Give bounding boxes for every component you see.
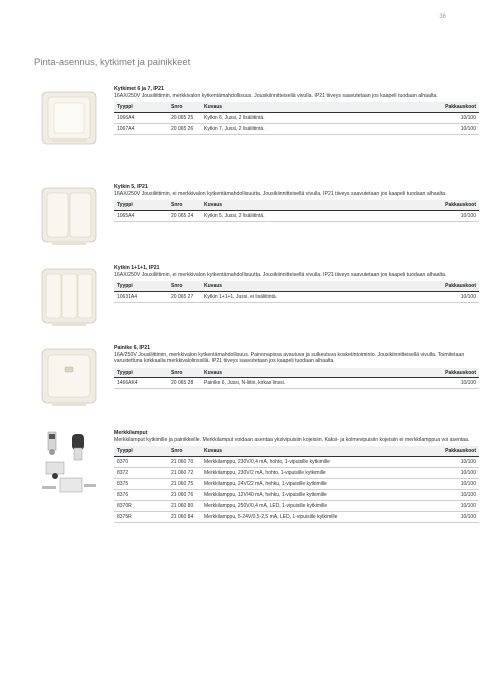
header-snro: Snro bbox=[171, 200, 204, 210]
switch-6-7-image bbox=[34, 86, 108, 150]
header-type: Tyyppi bbox=[114, 446, 171, 456]
cell-snro: 20 065 24 bbox=[171, 210, 204, 221]
page-number: 36 bbox=[439, 14, 446, 20]
cell-pack: 10/100 bbox=[426, 500, 479, 511]
cell-snro: 21 060 72 bbox=[171, 467, 204, 478]
header-desc: Kuvaus bbox=[204, 368, 426, 378]
section-heading: Merkkilamput bbox=[114, 430, 148, 436]
table-row bbox=[114, 112, 479, 123]
table-header-row bbox=[114, 281, 479, 291]
header-type: Tyyppi bbox=[114, 200, 171, 210]
cell-pack: 10/100 bbox=[426, 478, 479, 489]
cell-pack: 10/100 bbox=[426, 112, 479, 123]
section-heading: Painike 6, IP21 bbox=[114, 345, 151, 351]
product-table bbox=[114, 446, 479, 522]
table-row bbox=[114, 210, 479, 221]
section-description: Merkkilamput kytkimille ja painikkeille. Merkkilamput voidaan asentaa yksivipuisiin kojeisiin. Kaksi- ja kolmevipuisiin kojeisiin ei merkkilamppua voi asentaa. bbox=[114, 436, 470, 443]
header-type: Tyyppi bbox=[114, 281, 171, 291]
push-button-6-image bbox=[34, 345, 108, 409]
table-row bbox=[114, 467, 479, 478]
table-header-row bbox=[114, 102, 479, 112]
product-table bbox=[114, 102, 479, 134]
cell-desc: Merkkilamppu, 230V/0,4 mA, hohto, 1-vipuisille kytkimille bbox=[204, 456, 426, 467]
product-table bbox=[114, 200, 479, 221]
header-desc: Kuvaus bbox=[204, 281, 426, 291]
product-table bbox=[114, 368, 479, 389]
cell-type: 1066A4 bbox=[114, 112, 171, 123]
cell-type: 8375 bbox=[114, 478, 171, 489]
cell-snro: 20 065 26 bbox=[171, 123, 204, 134]
header-desc: Kuvaus bbox=[204, 102, 426, 112]
cell-type: 1067A4 bbox=[114, 123, 171, 134]
table-row bbox=[114, 489, 479, 500]
header-type: Tyyppi bbox=[114, 368, 171, 378]
table-row bbox=[114, 378, 479, 389]
cell-pack: 10/100 bbox=[426, 489, 479, 500]
header-snro: Snro bbox=[171, 102, 204, 112]
cell-desc: Kytkin 1+1+1, Jussi, ei lisäliitintä. bbox=[204, 291, 426, 302]
cell-pack: 10/100 bbox=[426, 456, 479, 467]
header-snro: Snro bbox=[171, 446, 204, 456]
cell-type: 8375R bbox=[114, 511, 171, 522]
cell-type: 1466AK4 bbox=[114, 378, 171, 389]
cell-desc: Kytkin 7, Jussi, 2 lisäliitintä. bbox=[204, 123, 426, 134]
section-heading: Kytkin 1+1+1, IP21 bbox=[114, 265, 160, 271]
cell-snro: 21 060 76 bbox=[171, 489, 204, 500]
cell-type: 8376 bbox=[114, 489, 171, 500]
cell-pack: 10/100 bbox=[426, 210, 479, 221]
cell-pack: 10/100 bbox=[426, 511, 479, 522]
header-pack: Pakkauskoot bbox=[426, 281, 479, 291]
switch-5-image bbox=[34, 184, 108, 248]
header-pack: Pakkauskoot bbox=[426, 102, 479, 112]
table-row bbox=[114, 123, 479, 134]
cell-snro: 21 060 84 bbox=[171, 511, 204, 522]
header-pack: Pakkauskoot bbox=[426, 200, 479, 210]
table-header-row bbox=[114, 446, 479, 456]
cell-desc: Merkkilamppu, 5-24V/0,5-2,5 mA, LED, 1-vipuisille kytkimille bbox=[204, 511, 426, 522]
table-row bbox=[114, 291, 479, 302]
header-desc: Kuvaus bbox=[204, 446, 426, 456]
cell-desc: Merkkilamppu, 12V/40 mA, hehku, 1-vipuisille kytkimille bbox=[204, 489, 426, 500]
switch-1-1-1-image bbox=[34, 265, 108, 329]
cell-type: 1065A4 bbox=[114, 210, 171, 221]
cell-snro: 21 060 80 bbox=[171, 500, 204, 511]
section-description: 16A/250V Jousiliittimin, merkkivalon kytkentämahdollisuus. Painonapissa avautuva ja sulkeutuva kosketintoiminto. Jousikiinnitteisellä vivulla. Toimitetaan varustettuna kirkkaalla merkkivalolinssillä. IP21 tiiveys saavutetaan jos kaapeli tuodaan alhaalta. bbox=[114, 351, 465, 365]
section-description: 16AX/250V Jousiliittimin, ei merkkivalon kytkentämahdollisuutta. Jousikiinnitteisellä vivulla. IP21 tiiveys saavutetaan jos kaapeli tuodaan alhaalta. bbox=[114, 271, 447, 278]
product-table bbox=[114, 281, 479, 302]
cell-pack: 10/100 bbox=[426, 378, 479, 389]
table-row bbox=[114, 500, 479, 511]
header-desc: Kuvaus bbox=[204, 200, 426, 210]
page-title: Pinta-asennus, kytkimet ja painikkeet bbox=[34, 57, 191, 68]
header-type: Tyyppi bbox=[114, 102, 171, 112]
cell-desc: Kytkin 6, Jussi, 2 lisäliitintä. bbox=[204, 112, 426, 123]
header-pack: Pakkauskoot bbox=[426, 446, 479, 456]
cell-desc: Painike 6, Jussi, N-liitin, kirkas linssi. bbox=[204, 378, 426, 389]
cell-snro: 20 065 28 bbox=[171, 378, 204, 389]
cell-snro: 21 060 70 bbox=[171, 456, 204, 467]
cell-type: 8372 bbox=[114, 467, 171, 478]
cell-snro: 21 060 75 bbox=[171, 478, 204, 489]
cell-type: 8370 bbox=[114, 456, 171, 467]
cell-snro: 20 065 27 bbox=[171, 291, 204, 302]
header-snro: Snro bbox=[171, 368, 204, 378]
table-header-row bbox=[114, 200, 479, 210]
cell-desc: Merkkilamppu, 250V/0,4 mA, LED, 1-vipuisille kytkimille bbox=[204, 500, 426, 511]
table-row bbox=[114, 478, 479, 489]
cell-type: 8370R bbox=[114, 500, 171, 511]
section-description: 16AX/250V Jousiliittimin, merkkivalon kytkentämahdollisuus. Jousikiinnitteisellä vivulla. IP21 tiiveys saavutetaan jos kaapeli tuodaan alhaalta. bbox=[114, 92, 438, 99]
table-row bbox=[114, 511, 479, 522]
indicator-lamps-image bbox=[34, 430, 108, 500]
cell-desc: Merkkilamppu, 230V/2 mA, hohto, 1-vipuisille kytkimille bbox=[204, 467, 426, 478]
cell-pack: 10/100 bbox=[426, 123, 479, 134]
section-heading: Kytkin 5, IP21 bbox=[114, 184, 148, 190]
header-snro: Snro bbox=[171, 281, 204, 291]
cell-type: 10631A4 bbox=[114, 291, 171, 302]
cell-desc: Kytkin 5, Jussi, 2 lisäliitintä. bbox=[204, 210, 426, 221]
cell-desc: Merkkilamppu, 24V/22 mA, hehku, 1-vipuisille kytkimille bbox=[204, 478, 426, 489]
table-header-row bbox=[114, 368, 479, 378]
cell-pack: 10/100 bbox=[426, 291, 479, 302]
table-row bbox=[114, 456, 479, 467]
section-heading: Kytkimet 6 ja 7, IP21 bbox=[114, 86, 164, 92]
cell-pack: 10/100 bbox=[426, 467, 479, 478]
section-description: 16AX/250V Jousiliittimin, ei merkkivalon kytkentämahdollisuutta. Jousikiinnitteisellä vivulla. IP21 tiiveys saavutetaan jos kaapeli tuodaan alhaalta. bbox=[114, 190, 447, 197]
header-pack: Pakkauskoot bbox=[426, 368, 479, 378]
cell-snro: 20 065 25 bbox=[171, 112, 204, 123]
